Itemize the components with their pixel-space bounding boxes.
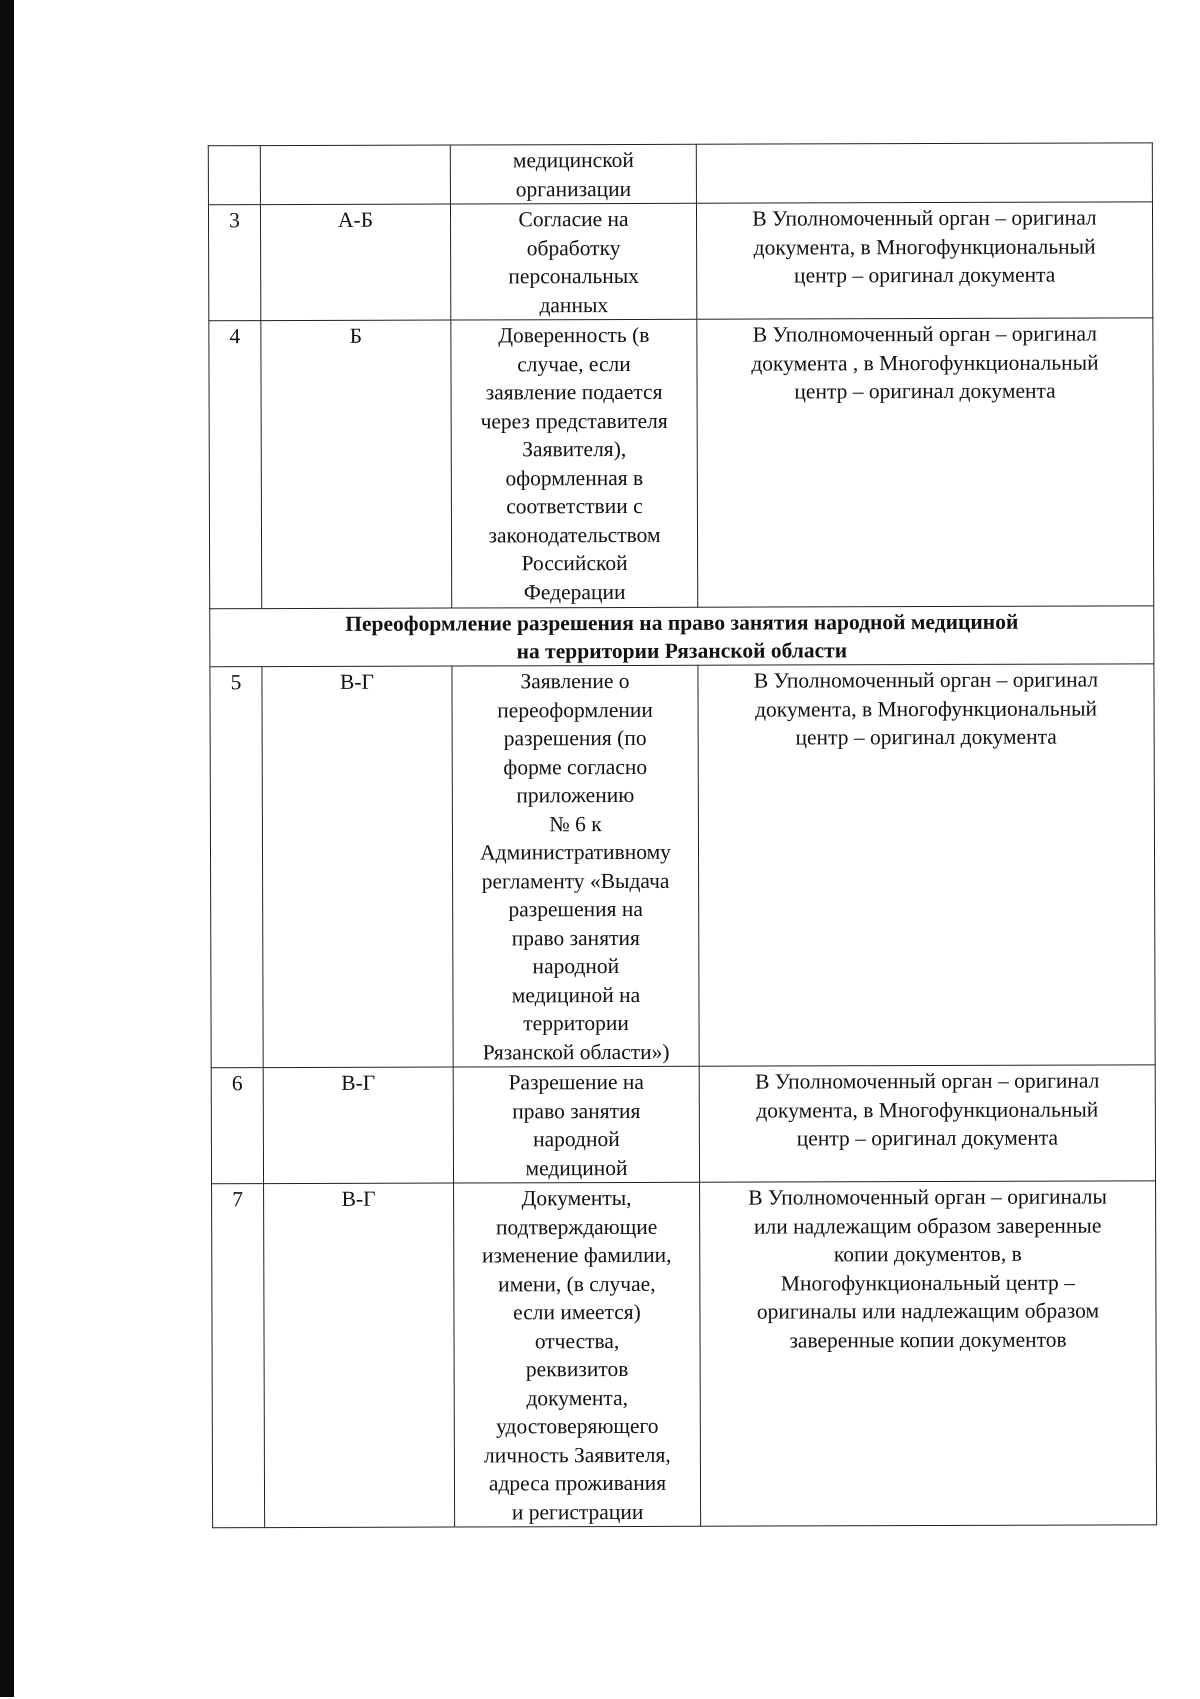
submission-method: [696, 143, 1152, 203]
applicant-category: В-Г: [262, 666, 453, 1068]
row-number: [208, 146, 260, 205]
row-number: 7: [212, 1184, 265, 1528]
table-row: [208, 202, 1152, 321]
document-name: Разрешение на право занятия народной медициной: [453, 1066, 699, 1183]
table-row: [208, 143, 1152, 205]
applicant-category: Б: [261, 320, 452, 609]
section-title: Переоформление разрешения на право занятия народной медициной на территории Рязанской области: [210, 606, 1154, 667]
document-name: Заявление о переоформлении разрешения (по форме согласно приложению № 6 к Административному регламенту «Выдача разрешения на право занятия народной медициной на территории Рязанской области»): [452, 665, 699, 1067]
submission-method: В Уполномоченный орган – оригинал документа, в Многофункциональный центр – оригинал документа: [698, 664, 1155, 1066]
documents-table: [208, 142, 1157, 1528]
applicant-category: В-Г: [263, 1067, 453, 1184]
submission-method: В Уполномоченный орган – оригинал документа, в Многофункциональный центр – оригинал документа: [696, 202, 1152, 319]
table-row: [211, 1065, 1155, 1184]
submission-method: В Уполномоченный орган – оригиналы или надлежащим образом заверенные копии документов, в Многофункциональный центр – оригиналы или надлежащим образом заверенные копии документов: [700, 1181, 1157, 1526]
applicant-category: [260, 145, 450, 205]
applicant-category: А-Б: [260, 204, 450, 321]
row-number: 6: [211, 1068, 263, 1184]
applicant-category: В-Г: [264, 1183, 455, 1528]
submission-method: В Уполномоченный орган – оригинал документа , в Многофункциональный центр – оригинал документа: [697, 318, 1154, 607]
table-row: [212, 1181, 1157, 1528]
submission-method: В Уполномоченный орган – оригинал документа, в Многофункциональный центр – оригинал документа: [699, 1065, 1155, 1182]
document-name: Документы, подтверждающие изменение фамилии, имени, (в случае, если имеется) отчества, реквизитов документа, удостоверяющего личность Заявителя, адреса проживания и регистрации: [454, 1182, 701, 1527]
document-name: Доверенность (в случае, если заявление подается через представителя Заявителя), оформленная в соответствии с законодательством Российской Федерации: [451, 319, 698, 608]
document-name: Согласие на обработку персональных данных: [450, 203, 696, 320]
table-row: [210, 664, 1155, 1068]
document-name: медицинской организации: [450, 144, 696, 204]
table-row: [209, 318, 1154, 609]
row-number: 5: [210, 667, 263, 1068]
row-number: 4: [209, 321, 262, 609]
row-number: 3: [208, 205, 260, 321]
section-header-row: [210, 606, 1154, 667]
